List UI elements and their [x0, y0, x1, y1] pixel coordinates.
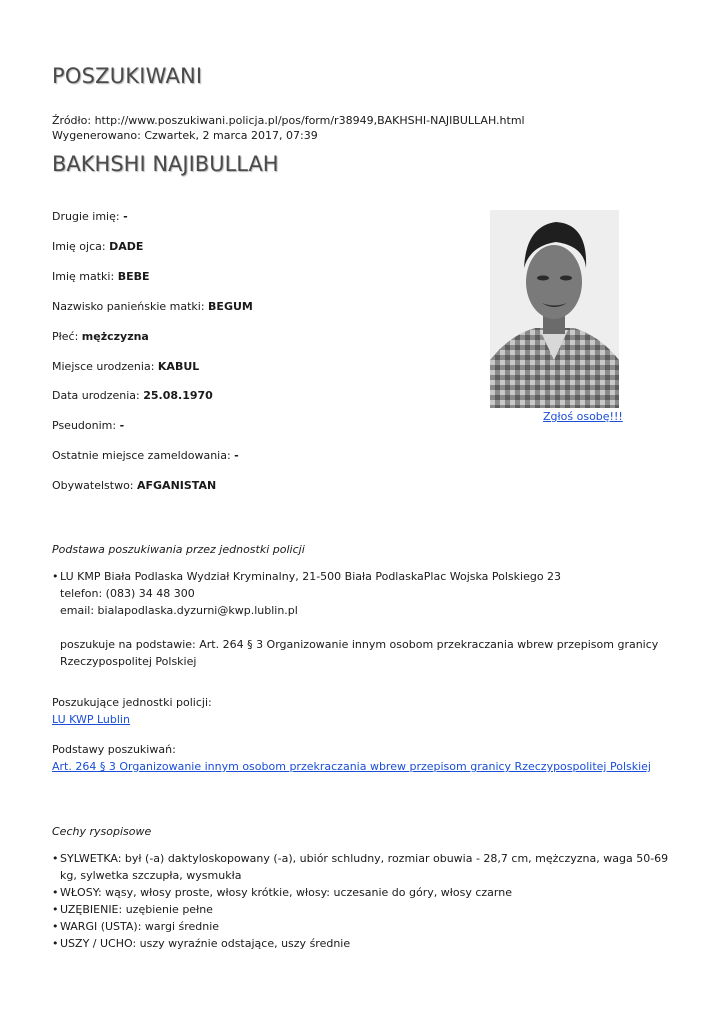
basis-section-title: Podstawa poszukiwania przez jednostki policji: [52, 543, 305, 556]
searching-units: [52, 694, 212, 728]
feature-item-lips: • WARGI (USTA): wargi średnie: [52, 918, 682, 935]
field-alias: Pseudonim: -: [52, 419, 125, 432]
document-meta: [52, 113, 525, 143]
field-mother-maiden-name: Nazwisko panieńskie matki: BEGUM: [52, 300, 253, 313]
feature-item-teeth: • UZĘBIENIE: uzębienie pełne: [52, 901, 682, 918]
field-citizenship: Obywatelstwo: AFGANISTAN: [52, 479, 217, 492]
police-unit: • LU KMP Biała Podlaska Wydział Kryminalny, 21-500 Biała PodlaskaPlac Wojska Polskiego 23: [52, 568, 672, 585]
field-father-name: Imię ojca: DADE: [52, 240, 144, 253]
field-last-residence: Ostatnie miejsce zameldowania: -: [52, 449, 239, 462]
generated-date: Wygenerowano: Czwartek, 2 marca 2017, 07:39: [52, 129, 318, 142]
features-list: [52, 850, 682, 952]
legal-basis-line1: poszukuje na podstawie: Art. 264 § 3 Organizowanie innym osobom przekraczania wbrew przepisom granicy: [60, 638, 659, 651]
report-person-link[interactable]: Zgłoś osobę!!!: [543, 410, 623, 423]
field-mother-name: Imię matki: BEBE: [52, 270, 150, 283]
features-section-title: Cechy rysopisowe: [52, 825, 152, 838]
search-grounds-label: Podstawy poszukiwań:: [52, 743, 176, 756]
police-unit-block: [52, 568, 672, 670]
person-photo: [490, 210, 619, 408]
searching-units-label: Poszukujące jednostki policji:: [52, 696, 212, 709]
searching-unit-link[interactable]: LU KWP Lublin: [52, 713, 130, 726]
legal-basis-line2: Rzeczypospolitej Polskiej: [60, 655, 197, 668]
police-unit-email: email: bialapodlaska.dyzurni@kwp.lublin.pl: [60, 604, 298, 617]
person-name: BAKHSHI NAJIBULLAH: [52, 152, 279, 176]
feature-item-build: • SYLWETKA: był (-a) daktyloskopowany (-a), ubiór schludny, rozmiar obuwia - 28,7 cm, mężczyzna, waga 50-69 kg, sylwetka szczupła, wysmukła: [52, 850, 682, 884]
source-url: Źródło: http://www.poszukiwani.policja.pl/pos/form/r38949,BAKHSHI-NAJIBULLAH.html: [52, 114, 525, 127]
field-sex: Płeć: mężczyzna: [52, 330, 149, 343]
field-birthplace: Miejsce urodzenia: KABUL: [52, 360, 200, 373]
search-grounds-link[interactable]: Art. 264 § 3 Organizowanie innym osobom przekraczania wbrew przepisom granicy Rzeczypospolitej Polskiej: [52, 760, 651, 773]
feature-item-ears: • USZY / UCHO: uszy wyraźnie odstające, uszy średnie: [52, 935, 682, 952]
field-middle-name: Drugie imię: -: [52, 210, 128, 223]
search-grounds: [52, 741, 651, 775]
field-birthdate: Data urodzenia: 25.08.1970: [52, 389, 213, 402]
police-unit-phone: telefon: (083) 34 48 300: [60, 587, 195, 600]
page-title: POSZUKIWANI: [52, 64, 203, 88]
feature-item-hair: • WŁOSY: wąsy, włosy proste, włosy krótkie, włosy: uczesanie do góry, włosy czarne: [52, 884, 682, 901]
